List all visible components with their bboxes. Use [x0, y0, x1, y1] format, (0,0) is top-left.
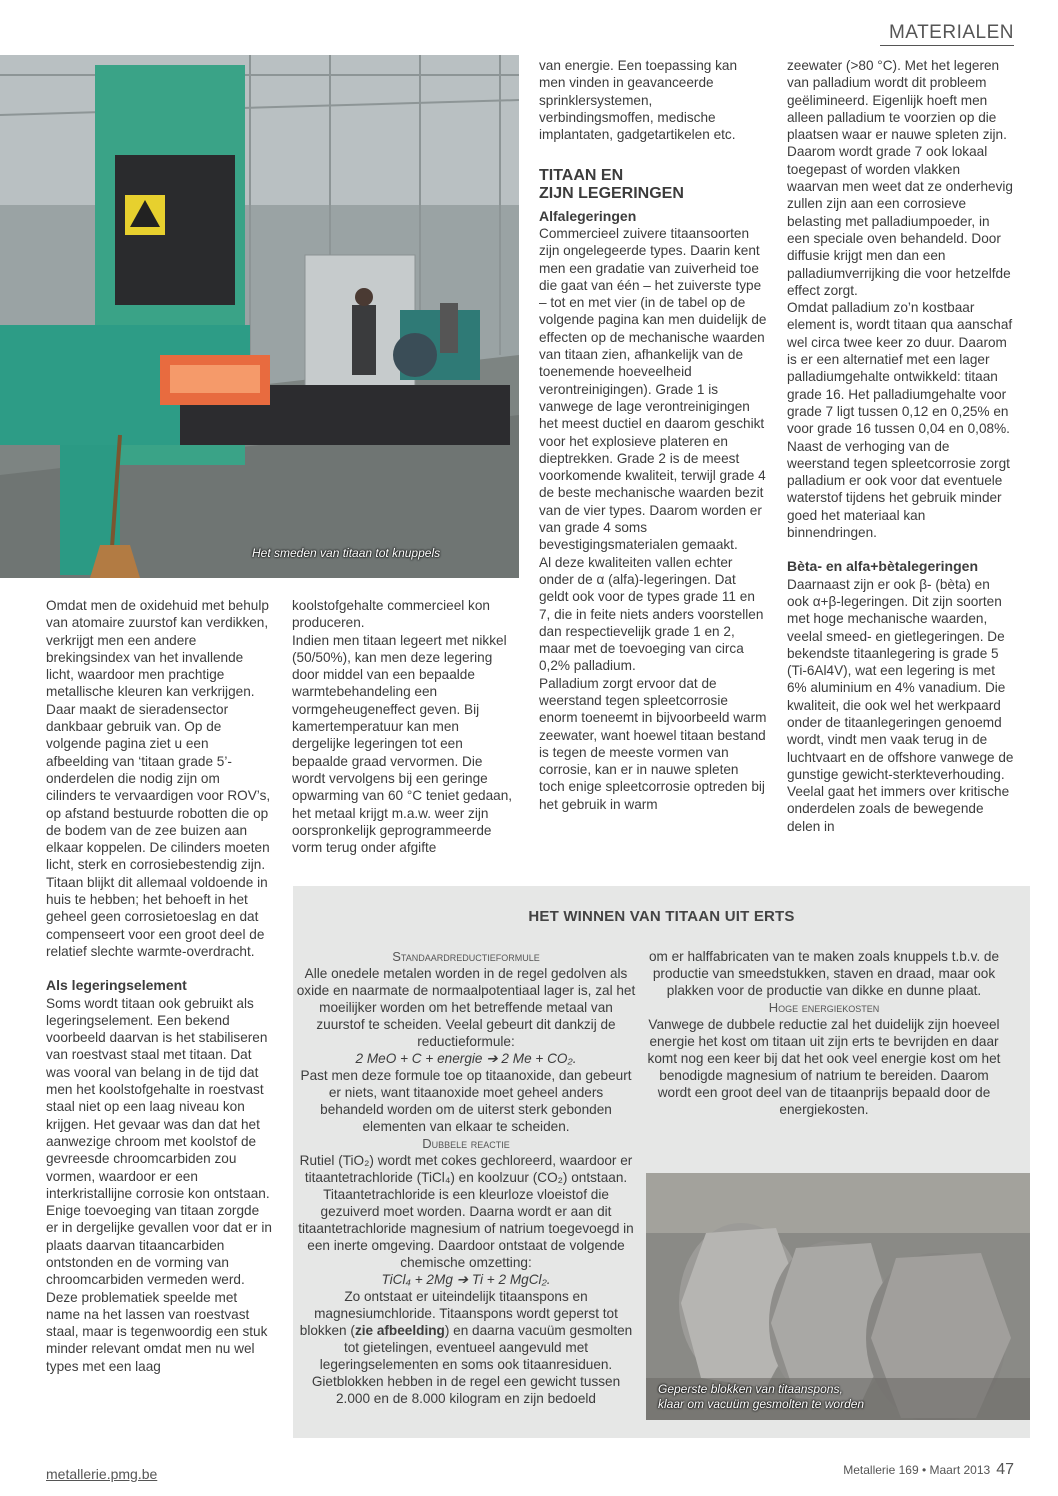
column-c-paragraph: Al deze kwaliteiten vallen echter onder de α (alfa)-legeringen. Dat geldt ook voor de types grade 11 en 7, die in feite niets anders voorstellen dan respectievelijk grade 1 en 2, maar met de toevoeging van circa 0,2% palladium.: [539, 554, 764, 674]
box-column-right: [646, 948, 1002, 1118]
blocks-photo-caption-line: klaar om vacuüm gesmolten te worden: [658, 1397, 865, 1411]
box-formula: TiCl₄ + 2Mg ➔ Ti + 2 MgCl₂.: [381, 1272, 551, 1287]
column-a-heading: Als legeringselement: [46, 977, 187, 994]
column-d: [787, 57, 1015, 835]
column-b-paragraph: Indien men titaan legeert met nikkel (50/50%), kan men deze legering door middel van een bepaalde warmtebehandeling een vormgeheugeneffect geven. Bij kamertemperatuur kan men dergelijke legeringen tot een bepaalde graad vervormen. Die wordt vervolgens bij een geringe opwarming van 60 °C teniet gedaan, het metaal krijgt m.a.w. weer zijn oorspronkelijk geprogrammeerde vorm terug onder afgifte: [292, 632, 513, 856]
column-a-paragraph: Soms wordt titaan ook gebruikt als legeringselement. Een bekend voorbeeld daarvan is het stabiliseren van roestvast staal met titaan. Dat was vooral van belang in de tijd dat men het koolstofgehalte in roestvast staal niet op een laag niveau kon krijgen. Het gevaar was dan dat het aanwezige chroom met koolstof de gevreesde chroomcarbiden zou vormen, waardoor er een interkristallijne corrosie kon ontstaan. Enige toevoeging van titaan zorgde er in dergelijke gevallen voor dat er in plaats daarvan titaancarbiden ontstonden en de vorming van chroomcarbiden vermeden werd. Deze problematiek speelde met name na het lassen van roestvast staal, maar is tegenwoordig een stuk minder relevant omdat men nu wel types met een laag: [46, 995, 272, 1374]
column-a-paragraph: Omdat men de oxidehuid met behulp van atomaire zuurstof kan verdikken, verkrijgt men een andere brekingsindex van het invallende licht, waardoor men prachtige metallische kleuren kan verkrijgen. Daar maakt de sieradensector dankbaar gebruik van. Op de volgende pagina ziet u een afbeelding van ‘titaan grade 5’-onderdelen die nodig zijn om cilinders te vervaardigen voor ROV’s, op afstand bestuurde robotten die op de bodem van de zee buizen aan elkaar koppelen. De cilinders moeten licht, sterk en corrosiebestendig zijn. Titaan blijkt dit allemaal voldoende in huis te hebben; het behoeft in het geheel geen corrosietoeslag en dat compenseert voor een groot deel de relatief slechte warmte-overdracht.: [46, 598, 271, 959]
column-b: [292, 597, 518, 856]
page-number: 47: [996, 1461, 1014, 1478]
blocks-photo-caption: [658, 1382, 864, 1412]
column-d-paragraph: zeewater (>80 °C). Met het legeren van palladium wordt dit probleem geëlimineerd. Eigenlijk hoeft men alleen palladium te voorzien op die plaatsen waar er nauwe spleten zijn. Daarom wordt grade 7 ook lokaal toegepast of worden vlakken waarvan men weet dat ze onderhevig zullen zijn aan een corrosieve belasting met palladiumpoeder, in een speciale oven behandeld. Door diffusie krijgt men dan een palladiumverrijking die voor hetzelfde effect zorgt.: [787, 58, 1013, 298]
section-heading-line: ZIJN LEGERINGEN: [539, 185, 684, 203]
column-a: [46, 597, 272, 1375]
box-subheading: Hoge energiekosten: [768, 1000, 880, 1015]
box-subheading: Standaardreductieformule: [392, 949, 540, 964]
column-b-paragraph: koolstofgehalte commercieel kon produceren.: [292, 598, 490, 631]
box-formula: 2 MeO + C + energie ➔ 2 Me + CO₂.: [355, 1051, 577, 1066]
column-c-paragraph: van energie. Een toepassing kan men vinden in geavanceerde sprinklersystemen, verbindingsmoffen, medische implantaten, gadgetartikelen etc.: [539, 58, 738, 143]
box-paragraph: Rutiel (TiO₂) wordt met cokes gechloreerd, waardoor er titaantetrachloride (TiCl₄) en koolzuur (CO₂) ontstaan. Titaantetrachloride is een kleurloze vloeistof die gezuiverd moet worden. Daarna wordt er aan dit titaantetrachloride magnesium of natrium toegevoegd in een inerte omgeving. Daardoor ontstaat de volgende chemische omzetting:: [298, 1153, 634, 1270]
column-c: [539, 57, 767, 813]
section-title: MATERIALEN: [888, 22, 1014, 43]
column-d-heading: Bèta- en alfa+bètalegeringen: [787, 558, 979, 575]
column-c-paragraph: Commercieel zuivere titaansoorten zijn ongelegeerde types. Daarin kent men een gradatie van zuiverheid toe die gaat van één – het zuiverste type – tot en met vier (in de tabel op de volgende pagina kan men duidelijk de effecten op de mechanische waarden van titaan zien, afhankelijk van de toenemende hoeveelheid verontreinigingen). Grade 1 is vanwege de lage verontreinigingen het meest ductiel en daarom geschikt voor het explosieve plateren en dieptrekken. Grade 2 is de meest voorkomende kwaliteit, terwijl grade 4 de beste mechanische waarden bezit van de vier types. Daarom worden er van grade 4 soms bevestigingsmaterialen gemaakt.: [539, 225, 767, 553]
box-title: HET WINNEN VAN TITAAN UIT ERTS: [528, 908, 795, 925]
box-column-left: [296, 948, 636, 1407]
website-link[interactable]: metallerie.pmg.be: [46, 1466, 158, 1482]
box-paragraph: Alle onedele metalen worden in de regel gedolven als oxide en naarmate de normaalpotentiaal lager is, zal het moeilijker worden om het betreffende metaal van zuurstof te scheiden. Veelal gebeurt dit dankzij de reductieformule:: [296, 966, 636, 1049]
box-paragraph: [296, 1288, 636, 1407]
section-heading-line: TITAAN EN: [539, 167, 624, 185]
blocks-photo-caption-line: Geperste blokken van titaanspons,: [658, 1382, 843, 1396]
column-d-paragraph: Naast de verhoging van de weerstand tegen spleetcorrosie zorgt palladium er ook voor dat eventuele waterstof tijdens het gebruik minder goed het materiaal kan binnendringen.: [787, 438, 1010, 541]
column-c-paragraph: Palladium zorgt ervoor dat de weerstand tegen spleetcorrosie enorm toeneemt in bijvoorbeeld warm zeewater, want hoewel titaan bestand is tegen de meeste vormen van corrosie, kan er in nauwe spleten toch enige spleetcorrosie optreden bij het gebruik in warm: [539, 675, 767, 812]
column-c-heading: Alfalegeringen: [539, 207, 637, 224]
blocks-photo: [646, 1173, 1030, 1420]
box-paragraph: om er halffabricaten van te maken zoals knuppels t.b.v. de productie van smeedstukken, staven en draad, maar ook plakken voor de productie van dikke en dunne plaat.: [648, 949, 1000, 998]
forge-photo-caption: Het smeden van titaan tot knuppels: [252, 546, 441, 560]
issue-label: Metallerie 169 • Maart 2013: [843, 1463, 991, 1477]
box-text: Zo ontstaat er uiteindelijk titaanspons en magnesiumchloride. Titaanspons wordt geperst tot blokken (: [299, 1289, 618, 1338]
box-subheading: Dubbele reactie: [422, 1136, 510, 1151]
forge-photo: [0, 55, 519, 578]
box-paragraph: Vanwege de dubbele reductie zal het duidelijk zijn hoeveel energie het kost om titaan uit zijn erts te bevrijden en daar komt nog een keer bij dat het ook veel energie kost om het benodigde magnesium of natrium te bereiden. Daarom wordt een groot deel van de titaanprijs bepaald door de energiekosten.: [647, 1017, 1001, 1117]
page-footer: [843, 1461, 1014, 1479]
box-text-bold: zie afbeelding: [354, 1323, 445, 1338]
section-heading: [539, 167, 767, 202]
box-text: ) en daarna vacuüm gesmolten tot gietelingen, eventueel aangevuld met legeringselementen en soms ook titaanresiduen. Gietblokken hebben in de regel een gewicht tussen 2.000 en de 8.000 kilogram en zijn bedoeld: [311, 1323, 633, 1406]
column-d-paragraph: Omdat palladium zo’n kostbaar element is, wordt titaan qua aanschaf wel circa twee keer zo duur. Daarom is er een alternatief met een lager palladiumgehalte ontwikkeld: titaan grade 16. Het palladiumgehalte voor grade 7 ligt tussen 0,12 en 0,25% en voor grade 16 tussen 0,04 en 0,08%.: [787, 300, 1013, 437]
box-paragraph: Past men deze formule toe op titaanoxide, dan gebeurt er niets, want titaanoxide moet geheel anders behandeld worden om de uiterst sterk gebonden elementen van elkaar te scheiden.: [300, 1068, 632, 1134]
header-rule: [880, 45, 1014, 46]
column-d-paragraph: Daarnaast zijn er ook β- (bèta) en ook α+β-legeringen. Dit zijn soorten met hoge mechanische waarden, veelal smeed- en gietlegeringen. De bekendste titaanlegering is grade 5 (Ti-6Al4V), wat een legering is met 6% aluminium en 4% vanadium. Die kwaliteit, die ook wel het werkpaard onder de titaanlegeringen genoemd wordt, vindt men vaak terug in de luchtvaart en de offshore vanwege de gunstige gewicht-sterkteverhouding. Veelal gaat het immers over kritische onderdelen zoals de bewegende delen in: [787, 576, 1014, 834]
